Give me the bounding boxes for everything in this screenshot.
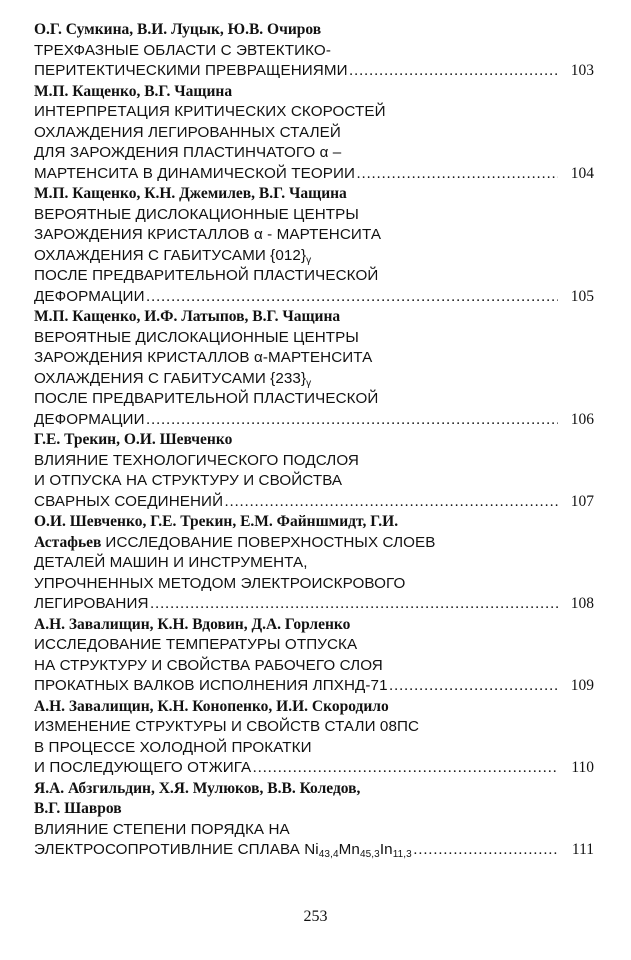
toc-entry[interactable] xyxy=(34,697,594,779)
entry-last-line xyxy=(34,840,594,861)
entry-last-line xyxy=(34,61,594,82)
element-in: In xyxy=(379,841,393,858)
entry-title-line: ЛЕГИРОВАНИЯ xyxy=(34,595,149,612)
title-text: ОХЛАЖДЕНИЯ С ГАБИТУСАМИ {012} xyxy=(34,246,307,264)
subscript-gamma: γ xyxy=(306,377,312,389)
dot-leader xyxy=(146,287,558,308)
entry-title-line: ДЕФОРМАЦИИ xyxy=(34,410,145,428)
entry-title-line: ОХЛАЖДЕНИЯ ЛЕГИРОВАННЫХ СТАЛЕЙ xyxy=(34,123,341,141)
dot-leader xyxy=(150,594,558,615)
entry-authors: О.И. Шевченко, Г.Е. Трекин, Е.М. Файншмидт, Г.И. xyxy=(34,513,399,530)
entry-title-line: ДЕТАЛЕЙ МАШИН И ИНСТРУМЕНТА, xyxy=(34,554,308,571)
dot-leader xyxy=(389,676,558,697)
dot-leader xyxy=(224,492,558,513)
entry-title-line: ПОСЛЕ ПРЕДВАРИТЕЛЬНОЙ ПЛАСТИЧЕСКОЙ xyxy=(34,267,379,284)
entry-page-number: 108 xyxy=(570,595,594,612)
entry-last-line xyxy=(34,758,594,779)
title-text: ОХЛАЖДЕНИЯ С ГАБИТУСАМИ {233} xyxy=(34,369,307,387)
entry-title-line: УПРОЧНЕННЫХ МЕТОДОМ ЭЛЕКТРОИСКРОВОГО xyxy=(34,574,406,592)
subscript-ni: 43,4 xyxy=(318,849,339,860)
entry-title-line: ПОСЛЕ ПРЕДВАРИТЕЛЬНОЙ ПЛАСТИЧЕСКОЙ xyxy=(34,390,379,407)
toc-entry[interactable] xyxy=(34,615,594,697)
toc-entry[interactable] xyxy=(34,512,594,615)
entry-title-line: И ОТПУСКА НА СТРУКТУРУ И СВОЙСТВА xyxy=(34,472,343,489)
entry-page-number: 105 xyxy=(570,287,594,305)
entry-authors: М.П. Кащенко, К.Н. Джемилев, В.Г. Чащина xyxy=(34,185,347,202)
entry-authors: М.П. Кащенко, В.Г. Чащина xyxy=(34,82,233,100)
entry-title-line: ЗАРОЖДЕНИЯ КРИСТАЛЛОВ α-МАРТЕНСИТА xyxy=(34,349,373,366)
entry-title-line: В ПРОЦЕССЕ ХОЛОДНОЙ ПРОКАТКИ xyxy=(34,738,312,756)
entry-title-line: ИССЛЕДОВАНИЕ ПОВЕРХНОСТНЫХ СЛОЕВ xyxy=(105,533,436,551)
entry-title-line xyxy=(34,840,412,861)
toc-entry[interactable] xyxy=(34,20,594,82)
toc-entry[interactable] xyxy=(34,307,594,430)
entry-authors: Г.Е. Трекин, О.И. Шевченко xyxy=(34,431,233,448)
entry-title-line xyxy=(34,369,594,390)
entry-title-line: МАРТЕНСИТА В ДИНАМИЧЕСКОЙ ТЕОРИИ xyxy=(34,164,356,182)
subscript-in: 11,3 xyxy=(392,849,412,860)
entry-page-number: 103 xyxy=(570,62,594,79)
toc-entry[interactable] xyxy=(34,430,594,512)
entry-title-line: СВАРНЫХ СОЕДИНЕНИЙ xyxy=(34,492,224,510)
entry-page-number: 109 xyxy=(570,677,594,694)
entry-title-line: ЗАРОЖДЕНИЯ КРИСТАЛЛОВ α - МАРТЕНСИТА xyxy=(34,226,382,243)
toc-entry[interactable] xyxy=(34,82,594,185)
title-text: ЭЛЕКТРОСОПРОТИВЛНИЕ СПЛАВА Ni xyxy=(34,841,319,858)
entry-page-number: 107 xyxy=(570,492,594,510)
entry-title-line: ПЕРИТЕКТИЧЕСКИМИ ПРЕВРАЩЕНИЯМИ xyxy=(34,62,348,79)
entry-title-line: ТРЕХФАЗНЫЕ ОБЛАСТИ С ЭВТЕКТИКО- xyxy=(34,41,331,59)
entry-last-line xyxy=(34,410,594,431)
entry-title-line: ВЕРОЯТНЫЕ ДИСЛОКАЦИОННЫЕ ЦЕНТРЫ xyxy=(34,328,359,346)
entry-title-line: ДЕФОРМАЦИИ xyxy=(34,287,145,305)
entry-page-number: 110 xyxy=(571,759,594,776)
entry-title-line: ВЛИЯНИЕ СТЕПЕНИ ПОРЯДКА НА xyxy=(34,820,290,838)
entry-last-line xyxy=(34,164,594,185)
entry-title-line: ПРОКАТНЫХ ВАЛКОВ ИСПОЛНЕНИЯ ЛПХНД-71 xyxy=(34,677,388,694)
entry-title-line: ВЛИЯНИЕ ТЕХНОЛОГИЧЕСКОГО ПОДСЛОЯ xyxy=(34,451,359,469)
entry-authors: О.Г. Сумкина, В.И. Луцык, Ю.В. Очиров xyxy=(34,21,322,38)
page-number: 253 xyxy=(303,908,328,925)
entry-title-line: ВЕРОЯТНЫЕ ДИСЛОКАЦИОННЫЕ ЦЕНТРЫ xyxy=(34,205,359,223)
entry-authors-continued: В.Г. Шавров xyxy=(34,800,122,817)
dot-leader xyxy=(413,840,558,861)
entry-authors: А.Н. Завалищин, К.Н. Вдовин, Д.А. Горленко xyxy=(34,615,351,633)
entry-authors: М.П. Кащенко, И.Ф. Латыпов, В.Г. Чащина xyxy=(34,308,341,325)
dot-leader xyxy=(146,410,558,431)
subscript-mn: 45,3 xyxy=(359,849,380,860)
table-of-contents xyxy=(34,20,594,861)
dot-leader xyxy=(349,61,558,82)
entry-title-line: НА СТРУКТУРУ И СВОЙСТВА РАБОЧЕГО СЛОЯ xyxy=(34,656,383,674)
element-mn: Mn xyxy=(338,841,360,858)
entry-title-line: ДЛЯ ЗАРОЖДЕНИЯ ПЛАСТИНЧАТОГО α – xyxy=(34,144,342,161)
entry-page-number: 111 xyxy=(571,841,594,858)
entry-title-line: ИНТЕРПРЕТАЦИЯ КРИТИЧЕСКИХ СКОРОСТЕЙ xyxy=(34,103,386,120)
entry-authors: Я.А. Абзгильдин, Х.Я. Мулюков, В.В. Коледов, xyxy=(34,779,361,797)
entry-last-line xyxy=(34,676,594,697)
entry-authors: А.Н. Завалищин, К.Н. Конопенко, И.И. Скородило xyxy=(34,697,389,715)
toc-entry[interactable] xyxy=(34,779,594,861)
entry-title-line: И ПОСЛЕДУЮЩЕГО ОТЖИГА xyxy=(34,759,252,776)
entry-page-number: 104 xyxy=(570,164,594,182)
entry-title-line: ИССЛЕДОВАНИЕ ТЕМПЕРАТУРЫ ОТПУСКА xyxy=(34,636,358,653)
toc-entry[interactable] xyxy=(34,184,594,307)
entry-last-line xyxy=(34,594,594,615)
entry-last-line xyxy=(34,492,594,513)
dot-leader xyxy=(252,758,558,779)
entry-page-number: 106 xyxy=(570,410,594,428)
dot-leader xyxy=(356,164,558,185)
entry-last-line xyxy=(34,287,594,308)
entry-authors-continued: Астафьев xyxy=(34,533,102,551)
entry-title-line xyxy=(34,246,594,267)
entry-mixed-line xyxy=(34,533,594,554)
subscript-gamma: γ xyxy=(306,254,312,266)
entry-title-line: ИЗМЕНЕНИЕ СТРУКТУРЫ И СВОЙСТВ СТАЛИ 08ПС xyxy=(34,718,420,735)
